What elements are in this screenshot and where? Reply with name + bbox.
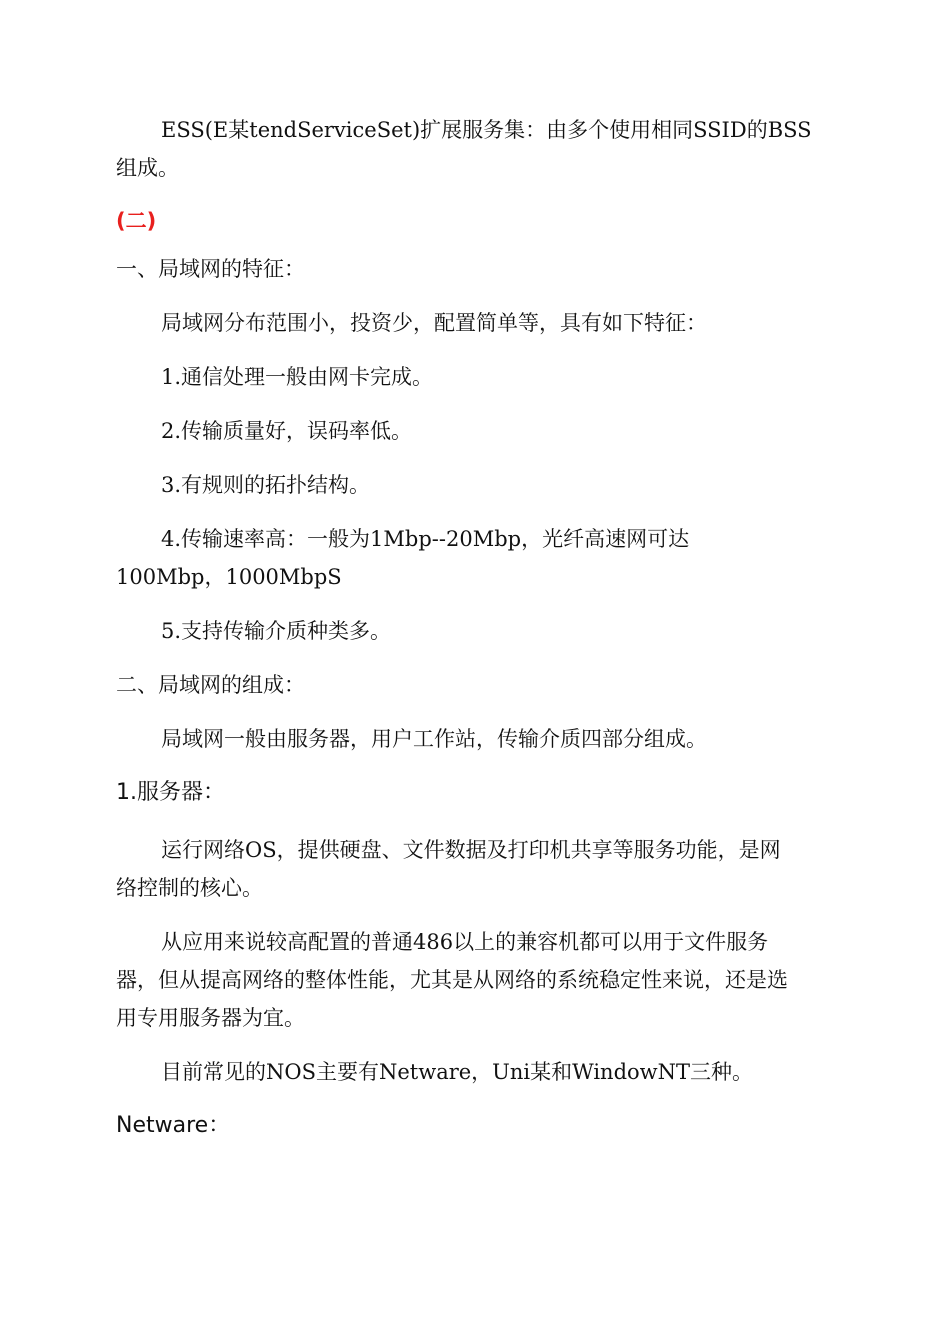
feature-item-4-line1: 4.传输速率高：一般为1Mbp--20Mbp，光纤高速网可达 (161, 527, 690, 551)
feature-item-3: 3.有规则的拓扑结构。 (161, 473, 371, 497)
server-para2-line1: 从应用来说较高配置的普通486以上的兼容机都可以用于文件服务 (161, 930, 769, 954)
feature-item-1: 1.通信处理一般由网卡完成。 (161, 365, 434, 389)
ess-definition-line2: 组成。 (116, 156, 179, 180)
lan-features-heading: 一、局域网的特征： (116, 257, 305, 281)
server-para1-line1: 运行网络OS，提供硬盘、文件数据及打印机共享等服务功能，是网 (161, 838, 781, 862)
server-heading: 1.服务器： (116, 780, 225, 805)
lan-composition-intro: 局域网一般由服务器，用户工作站，传输介质四部分组成。 (161, 727, 707, 751)
nos-list-paragraph: 目前常见的NOS主要有Netware，Uni某和WindowNT三种。 (161, 1060, 754, 1084)
section-heading-two: (二) (116, 209, 157, 233)
netware-heading: Netware： (116, 1113, 231, 1138)
feature-item-5: 5.支持传输介质种类多。 (161, 619, 392, 643)
lan-composition-heading: 二、局域网的组成： (116, 673, 305, 697)
lan-features-intro: 局域网分布范围小，投资少，配置简单等，具有如下特征： (161, 311, 707, 335)
ess-definition-line1: ESS(E某tendServiceSet)扩展服务集：由多个使用相同SSID的BSS (161, 118, 812, 142)
feature-item-2: 2.传输质量好，误码率低。 (161, 419, 413, 443)
server-para2-line3: 用专用服务器为宜。 (116, 1006, 305, 1030)
server-para1-line2: 络控制的核心。 (116, 876, 263, 900)
feature-item-4-line2: 100Mbp，1000MbpS (116, 565, 342, 589)
server-para2-line2: 器，但从提高网络的整体性能，尤其是从网络的系统稳定性来说，还是选 (116, 968, 788, 992)
